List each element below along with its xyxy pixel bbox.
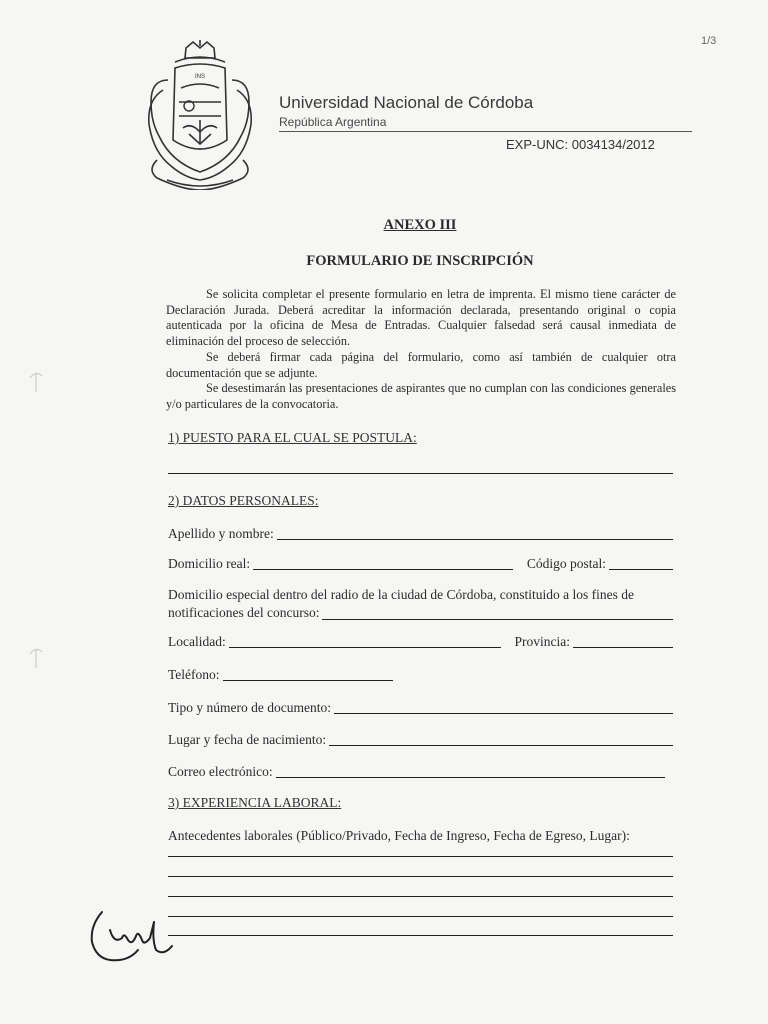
telefono-row: [168, 667, 393, 683]
expediente-number: EXP-UNC: 0034134/2012: [506, 137, 655, 152]
apellido-row: [168, 526, 673, 542]
puesto-field[interactable]: [168, 473, 673, 474]
annex-title: ANEXO III: [383, 217, 457, 233]
provincia-field[interactable]: [573, 647, 673, 648]
domicilio-especial-field[interactable]: [322, 619, 673, 620]
domicilio-especial-label: Domicilio especial dentro del radio de la ciudad de Córdoba, constituido a los fines de: [168, 587, 634, 602]
university-country: República Argentina: [279, 115, 387, 129]
nacimiento-row: [168, 732, 673, 748]
antecedentes-line-4[interactable]: [168, 916, 673, 917]
antecedentes-line-1[interactable]: [168, 856, 673, 857]
intro-paragraph-2: Se deberá firmar cada página del formulario, como así también de cualquier otra documentación que se adjunte.: [166, 349, 676, 380]
codigo-postal-label: Código postal:: [526, 556, 606, 571]
domicilio-especial-row: [168, 586, 673, 622]
localidad-field[interactable]: [229, 647, 501, 648]
nacimiento-field[interactable]: [329, 745, 673, 746]
page-number: 1/3: [701, 35, 717, 47]
apellido-field[interactable]: [277, 539, 673, 540]
intro-paragraph-1: Se solicita completar el presente formulario en letra de imprenta. El mismo tiene carácter de Declaración Jurada. Deberá acreditar la información declarada, presentando original o copia autenticada por la oficina de Mesa de Entradas. Cualquier falsedad será causal inmediata de eliminación del proceso de selección.: [166, 287, 676, 349]
section-experiencia-heading: 3) EXPERIENCIA LABORAL:: [168, 795, 342, 810]
seal-text: INS: [194, 74, 206, 80]
intro-paragraph-3: Se desestimarán las presentaciones de aspirantes que no cumplan con las condiciones generales y/o particulares de la convocatoria.: [166, 381, 676, 411]
university-name: Universidad Nacional de Córdoba: [279, 93, 534, 112]
form-title: FORMULARIO DE INSCRIPCIÓN: [306, 253, 534, 269]
antecedentes-label: Antecedentes laborales (Público/Privado, Fecha de Ingreso, Fecha de Egreso, Lugar):: [168, 828, 630, 843]
correo-field[interactable]: [276, 777, 665, 778]
documento-label: Tipo y número de documento:: [168, 700, 331, 715]
section-puesto-heading: 1) PUESTO PARA EL CUAL SE POSTULA:: [168, 430, 417, 445]
correo-row: [168, 764, 665, 780]
telefono-label: Teléfono:: [168, 667, 220, 682]
intro-text: [166, 287, 676, 413]
antecedentes-line-5[interactable]: [168, 935, 673, 936]
margin-mark-icon: [26, 646, 46, 671]
apellido-label: Apellido y nombre:: [168, 526, 274, 541]
documento-field[interactable]: [334, 713, 673, 714]
margin-mark-icon: [26, 370, 46, 395]
localidad-row: [168, 634, 673, 650]
domicilio-field[interactable]: [253, 569, 513, 570]
correo-label: Correo electrónico:: [168, 764, 273, 779]
provincia-label: Provincia:: [514, 634, 570, 649]
university-seal-logo: [143, 40, 258, 190]
header-divider: [279, 131, 692, 132]
antecedentes-line-2[interactable]: [168, 876, 673, 877]
domicilio-label: Domicilio real:: [168, 556, 251, 571]
documento-row: [168, 700, 673, 716]
handwritten-signature: [84, 900, 184, 970]
nacimiento-label: Lugar y fecha de nacimiento:: [168, 732, 327, 747]
antecedentes-line-3[interactable]: [168, 896, 673, 897]
telefono-field[interactable]: [223, 680, 393, 681]
domicilio-especial-label-2: notificaciones del concurso:: [168, 605, 320, 620]
localidad-label: Localidad:: [168, 634, 226, 649]
section-datos-heading: 2) DATOS PERSONALES:: [168, 493, 319, 508]
domicilio-row: [168, 556, 673, 572]
codigo-postal-field[interactable]: [609, 569, 673, 570]
